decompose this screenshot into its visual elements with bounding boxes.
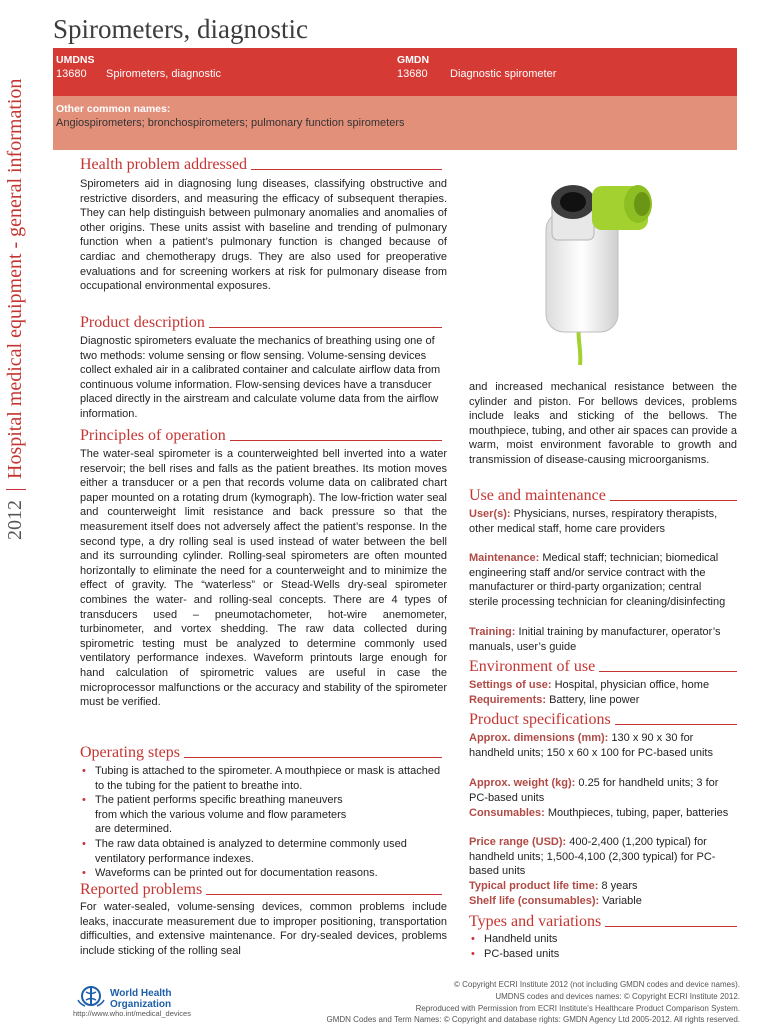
list-item: • The patient performs specific breathing maneuvers from which the various volume and flow parameters are determined. <box>80 793 450 837</box>
list-item: • Waveforms can be printed out for documentation reasons. <box>80 866 450 881</box>
spec-price <box>469 835 737 879</box>
lifetime-label: Typical product life time: <box>469 880 599 892</box>
use-heading: Use and maintenance <box>469 487 737 505</box>
gmdn-code: 13680 <box>397 68 428 80</box>
side-year: 2012 <box>4 500 26 540</box>
who-url: http://www.who.int/medical_devices <box>73 1009 191 1018</box>
settings-value: Hospital, physician office, home <box>554 679 710 691</box>
weight-value: 0.25 for handheld units; 3 for PC-based units <box>469 777 719 804</box>
users-label: User(s): <box>469 508 511 520</box>
side-text: Hospital medical equipment - general information <box>4 78 26 479</box>
footer-line: UMDNS codes and devices names: © Copyright ECRI Institute 2012. <box>495 991 740 1001</box>
other-names-value: Angiospirometers; bronchospirometers; pulmonary function spirometers <box>56 117 405 129</box>
who-name-line1: World Health <box>110 988 172 999</box>
users-value: Physicians, nurses, respiratory therapists, other medical staff, home care providers <box>469 508 718 535</box>
environment-heading: Environment of use <box>469 658 737 676</box>
use-users <box>469 507 731 536</box>
maintenance-label: Maintenance: <box>469 552 540 564</box>
dimensions-value: 130 x 90 x 30 for handheld units; 150 x 60 x 100 for PC-based units <box>469 732 713 759</box>
product-text: Diagnostic spirometers evaluate the mechanics of breathing using one of two methods: volume sensing or flow sensing. Volume-sensing devices collect exhaled air in a calibrated container and calculate airflow data from continuous volume information. Flow-sensing devices have a transducer placed directly in the airstream and calculate volume data from the airflow information. <box>80 335 441 420</box>
env-settings <box>469 678 737 693</box>
gmdn-name: Diagnostic spirometer <box>450 68 557 80</box>
problems-text-continued: and increased mechanical resistance between the cylinder and piston. For bellows devices, problems include leaks and sticking of the bellows. The mouthpiece, tubing, and other air spaces can provide a warm, moist environment favorable to growth and transmission of disease-causing microorganisms. <box>469 381 737 466</box>
consumables-value: Mouthpieces, tubing, paper, batteries <box>547 807 729 819</box>
list-item: • Handheld units <box>469 932 737 947</box>
training-label: Training: <box>469 626 516 638</box>
spec-dimensions <box>469 731 731 760</box>
spec-weight <box>469 776 737 805</box>
training-value: Initial training by manufacturer, operator’s manuals, user’s guide <box>469 626 721 653</box>
requirements-label: Requirements: <box>469 694 547 706</box>
side-divider <box>6 489 26 490</box>
health-text: Spirometers aid in diagnosing lung diseases, classifying obstructive and restrictive disorders, and measuring the efficacy of subsequent therapies. They can help distinguish between pulmonary anomalies and anomalies of other origins. These units assist with baseline and trending of pulmonary function when a patient’s pulmonary function is changed because of cardiac and chemotherapy drugs. They are also used for preoperative evaluations and for screening workers at risk for pulmonary disease from occupational environmental exposures. <box>80 178 447 293</box>
who-name-line2: Organization <box>110 999 172 1010</box>
spec-lifetime <box>469 879 737 894</box>
gmdn-label: GMDN <box>397 54 430 66</box>
list-item: • PC-based units <box>469 947 737 962</box>
other-names-label: Other common names: <box>56 103 171 115</box>
footer-line: Reproduced with Permission from ECRI Institute’s Healthcare Product Comparison System. <box>415 1003 740 1013</box>
code-bar <box>53 48 737 96</box>
maintenance-value: Medical staff; technician; biomedical engineering staff and/or service contract with the manufacturer or third-party organization; central sterile processing technician for cleaning/disinfecting <box>469 552 726 608</box>
price-value: 400-2,400 (1,200 typical) for handheld units; 1,500-4,100 (2,300 typical) for PC-based units <box>469 836 716 878</box>
footer-copyright <box>220 979 740 1026</box>
price-label: Price range (USD): <box>469 836 567 848</box>
specs-heading: Product specifications <box>469 711 737 729</box>
spec-shelf-life <box>469 894 737 909</box>
use-maintenance <box>469 551 731 609</box>
lifetime-value: 8 years <box>601 880 638 892</box>
product-heading: Product description <box>80 314 442 332</box>
shelf-life-label: Shelf life (consumables): <box>469 895 600 907</box>
spirometer-image <box>470 160 730 378</box>
types-list <box>469 932 737 961</box>
weight-label: Approx. weight (kg): <box>469 777 576 789</box>
problems-text: For water-sealed, volume-sensing devices, common problems include leaks, inaccurate measurement due to improper positioning, transportation difficulties, and extensive maintenance. For dry-sealed devices, problems include sticking of the rolling seal <box>80 901 447 957</box>
footer-line: GMDN Codes and Term Names: © Copyright and database rights: GMDN Agency Ltd 2005-2012. All rights reserved. <box>326 1015 740 1025</box>
spec-consumables <box>469 806 731 821</box>
types-heading: Types and variations <box>469 913 737 931</box>
who-name <box>110 988 171 1010</box>
requirements-value: Battery, line power <box>549 694 640 706</box>
list-item: • Tubing is attached to the spirometer. A mouthpiece or mask is attached to the tubing for the patient to breathe into. <box>80 764 450 793</box>
umdns-name: Spirometers, diagnostic <box>106 68 221 80</box>
principles-text: The water-seal spirometer is a counterweighted bell inverted into a water reservoir; the bell rises and falls as the patient breathes. Its motion moves either a transducer or a pen that records volume data on calibrated chart paper mounted on a rotating drum (kymograph). The low-friction water seal and counterweight limit resistance and back pressure so that the measurement itself does not adversely affect the patient’s response. In the second type, a dry rolling seal is used instead of water between the bell and its surrounding cylinder. Rolling-seal spirometers are often mounted horizontally to eliminate the need for a counterweight and to minimize the effect of gravity. The “waterless” or Stead-Wells dry-seal spirometer combines the water- and rolling-seal concepts. There are 4 types of transducers used – pneumotachometer, hot-wire anemometer, turbinometer, and vortex shedding. The raw data collected during spirometric testing must be analyzed to determine commonly used ventilatory performance indexes. Waveform printouts large enough for hand calculation of spirometric values are useful in case the microprocessor malfunctions or the accuracy and stability of the spirometer must be verified. <box>80 448 447 709</box>
operating-list <box>80 764 450 881</box>
shelf-life-value: Variable <box>602 895 642 907</box>
env-requirements <box>469 693 737 708</box>
settings-label: Settings of use: <box>469 679 552 691</box>
consumables-label: Consumables: <box>469 807 545 819</box>
other-names-bar <box>53 96 737 150</box>
use-training <box>469 625 731 654</box>
list-item: • The raw data obtained is analyzed to determine commonly used ventilatory performance indexes. <box>80 837 450 866</box>
operating-heading: Operating steps <box>80 744 442 762</box>
side-banner <box>4 79 27 540</box>
problems-heading: Reported problems <box>80 881 442 899</box>
dimensions-label: Approx. dimensions (mm): <box>469 732 609 744</box>
footer-line: © Copyright ECRI Institute 2012 (not including GMDN codes and device names). <box>453 980 740 989</box>
page-title: Spirometers, diagnostic <box>53 14 308 44</box>
umdns-label: UMDNS <box>56 54 95 66</box>
health-heading: Health problem addressed <box>80 156 442 174</box>
umdns-code: 13680 <box>56 68 87 80</box>
who-logo-icon <box>76 984 106 1008</box>
principles-heading: Principles of operation <box>80 427 442 445</box>
